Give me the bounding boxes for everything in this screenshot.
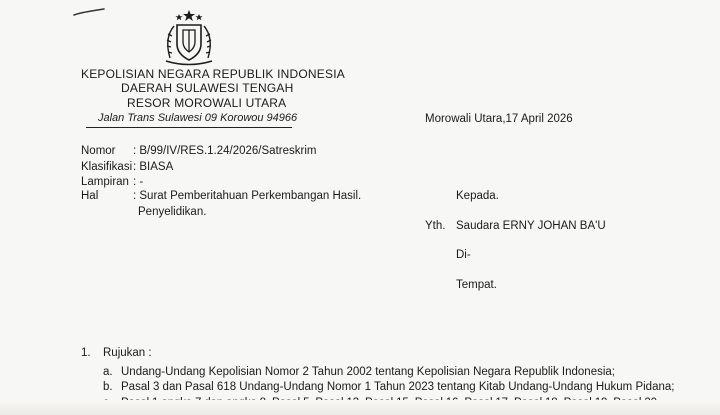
pen-mark-icon: [72, 6, 106, 18]
letterhead-line-2: DAERAH SULAWESI TENGAH: [121, 81, 294, 95]
police-emblem-icon: [150, 8, 228, 70]
meta-hal-value-line-2: Penyelidikan.: [138, 206, 207, 218]
recipient-yth: Yth.: [425, 220, 446, 232]
meta-hal-value-line-1: : Surat Pemberitahuan Perkembangan Hasil.: [133, 190, 362, 202]
letterhead-line-3: RESOR MOROWALI UTARA: [127, 96, 287, 110]
meta-lampiran-value: : -: [133, 176, 144, 188]
meta-klasifikasi-label: Klasifikasi: [81, 161, 133, 173]
recipient-di: Di-: [456, 249, 471, 261]
list-item-marker: b.: [103, 381, 113, 393]
place-date: Morowali Utara,17 April 2026: [425, 113, 573, 125]
recipient-kepada: Kepada.: [456, 190, 499, 202]
letterhead-line-1: KEPOLISIAN NEGARA REPUBLIK INDONESIA: [81, 67, 345, 81]
letterhead-address: Jalan Trans Sulawesi 09 Korowou 94966: [98, 112, 298, 124]
meta-lampiran-label: Lampiran: [81, 176, 129, 188]
meta-klasifikasi-value: : BIASA: [133, 161, 174, 173]
meta-nomor-label: Nomor: [81, 145, 116, 157]
list-item-text: Pasal 3 dan Pasal 618 Undang-Undang Nomor 1 Tahun 2023 tentang Kitab Undang-Undang Hukum Pidana;: [121, 381, 675, 393]
list-item-marker: a.: [103, 366, 113, 378]
meta-hal-label: Hal: [81, 190, 99, 202]
section-number: 1.: [81, 347, 91, 359]
page-bottom-edge: [0, 400, 720, 415]
list-item-text: Undang-Undang Kepolisian Nomor 2 Tahun 2002 tentang Kepolisian Negara Republik Indonesia;: [121, 366, 615, 378]
section-title: Rujukan :: [103, 347, 152, 359]
letterhead-underline: [86, 127, 292, 128]
recipient-name: Saudara ERNY JOHAN BA'U: [456, 220, 606, 232]
recipient-tempat: Tempat.: [456, 279, 497, 291]
meta-nomor-value: : B/99/IV/RES.1.24/2026/Satreskrim: [133, 145, 317, 157]
